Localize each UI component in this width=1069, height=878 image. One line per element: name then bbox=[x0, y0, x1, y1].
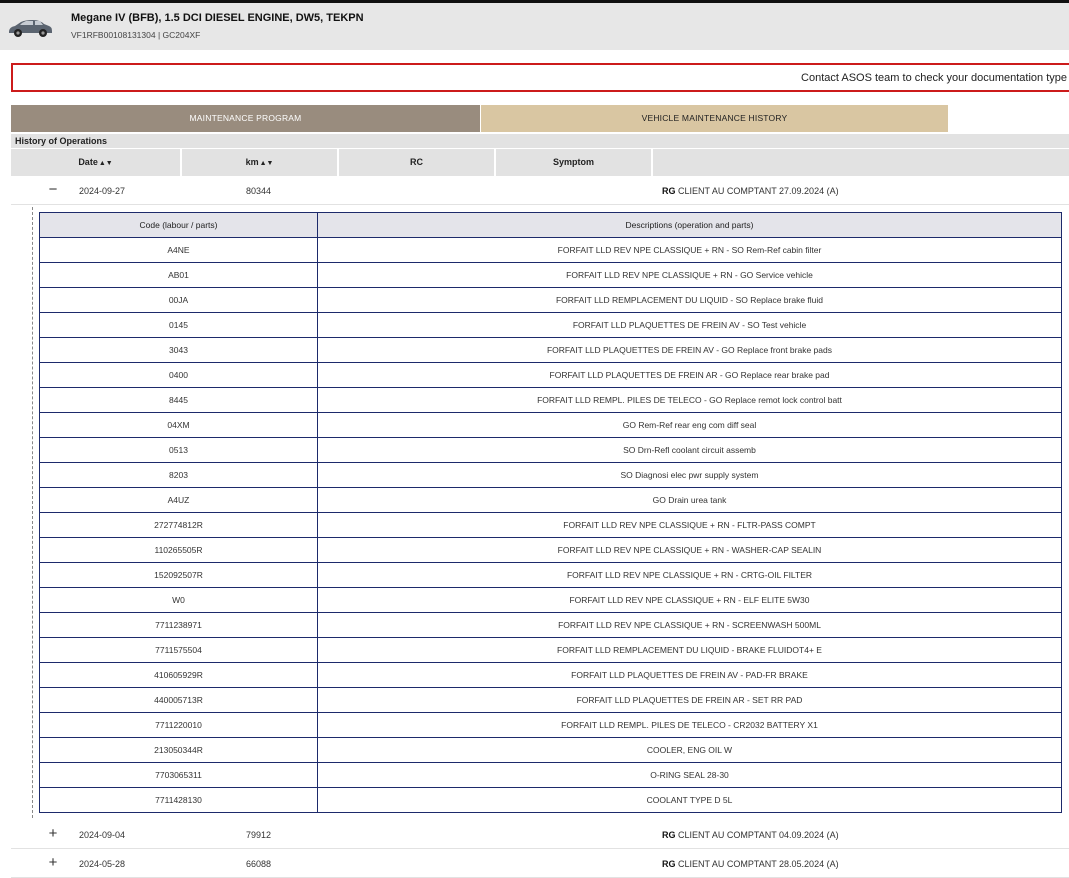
rc-text: CLIENT AU COMPTANT 27.09.2024 (A) bbox=[678, 186, 839, 196]
operation-detail-table bbox=[39, 212, 1062, 813]
detail-code: W0 bbox=[40, 588, 318, 613]
sort-icon: ▲▼ bbox=[259, 160, 274, 167]
history-section-title: History of Operations bbox=[11, 134, 1069, 148]
detail-header-description: Descriptions (operation and parts) bbox=[318, 213, 1062, 238]
detail-code: AB01 bbox=[40, 263, 318, 288]
vehicle-title: Megane IV (BFB), 1.5 DCI DIESEL ENGINE, DW5, TEKPN bbox=[71, 12, 364, 24]
collapse-icon[interactable]: − bbox=[48, 181, 58, 198]
table-row bbox=[40, 713, 1062, 738]
sort-icon: ▲▼ bbox=[98, 160, 113, 167]
detail-description: COOLER, ENG OIL W bbox=[318, 738, 1062, 763]
rc-code: RG bbox=[662, 859, 676, 869]
table-row bbox=[40, 738, 1062, 763]
table-row bbox=[40, 488, 1062, 513]
table-row bbox=[40, 463, 1062, 488]
operation-date: 2024-09-27 bbox=[79, 186, 126, 196]
table-row bbox=[40, 438, 1062, 463]
rc-text: CLIENT AU COMPTANT 04.09.2024 (A) bbox=[678, 830, 839, 840]
table-row bbox=[40, 638, 1062, 663]
detail-description: COOLANT TYPE D 5L bbox=[318, 788, 1062, 813]
expand-icon[interactable]: + bbox=[48, 825, 58, 842]
detail-code: 8445 bbox=[40, 388, 318, 413]
operation-row bbox=[11, 821, 1069, 849]
table-row bbox=[40, 513, 1062, 538]
column-label-km: km bbox=[245, 157, 259, 167]
table-row bbox=[40, 663, 1062, 688]
operation-km: 79912 bbox=[246, 830, 272, 840]
column-header-km[interactable] bbox=[182, 149, 337, 176]
detail-code: 0145 bbox=[40, 313, 318, 338]
detail-description: FORFAIT LLD REMPL. PILES DE TELECO - GO Replace remot lock control batt bbox=[318, 388, 1062, 413]
operation-date: 2024-09-04 bbox=[79, 830, 126, 840]
detail-code: 152092507R bbox=[40, 563, 318, 588]
detail-description: FORFAIT LLD PLAQUETTES DE FREIN AR - GO Replace rear brake pad bbox=[318, 363, 1062, 388]
operation-rc bbox=[662, 186, 839, 196]
detail-description: FORFAIT LLD REV NPE CLASSIQUE + RN - FLTR-PASS COMPT bbox=[318, 513, 1062, 538]
table-row bbox=[40, 538, 1062, 563]
expand-icon[interactable]: + bbox=[48, 854, 58, 871]
vehicle-identifiers: VF1RFB00108131304 | GC204XF bbox=[71, 30, 201, 40]
column-label-symptom: Symptom bbox=[552, 157, 594, 167]
detail-code: 7711575504 bbox=[40, 638, 318, 663]
column-label-date: Date bbox=[78, 157, 98, 167]
operation-row bbox=[11, 850, 1069, 878]
detail-code: 272774812R bbox=[40, 513, 318, 538]
detail-code: 00JA bbox=[40, 288, 318, 313]
detail-header-row bbox=[40, 213, 1062, 238]
detail-description: SO Drn-Refl coolant circuit assemb bbox=[318, 438, 1062, 463]
detail-code: 8203 bbox=[40, 463, 318, 488]
detail-description: FORFAIT LLD PLAQUETTES DE FREIN AV - PAD-FR BRAKE bbox=[318, 663, 1062, 688]
detail-code: A4NE bbox=[40, 238, 318, 263]
detail-code: 0400 bbox=[40, 363, 318, 388]
detail-code: 3043 bbox=[40, 338, 318, 363]
detail-header-code: Code (labour / parts) bbox=[40, 213, 318, 238]
detail-description: FORFAIT LLD REMPLACEMENT DU LIQUID - BRAKE FLUIDOT4+ E bbox=[318, 638, 1062, 663]
detail-description: FORFAIT LLD REV NPE CLASSIQUE + RN - WASHER-CAP SEALIN bbox=[318, 538, 1062, 563]
detail-description: FORFAIT LLD REV NPE CLASSIQUE + RN - CRTG-OIL FILTER bbox=[318, 563, 1062, 588]
detail-description: SO Diagnosi elec pwr supply system bbox=[318, 463, 1062, 488]
column-header-symptom bbox=[496, 149, 651, 176]
notice-text: Contact ASOS team to check your documentation type bbox=[801, 72, 1067, 84]
detail-code: 110265505R bbox=[40, 538, 318, 563]
column-header-blank bbox=[653, 149, 1069, 176]
detail-description: FORFAIT LLD REV NPE CLASSIQUE + RN - ELF ELITE 5W30 bbox=[318, 588, 1062, 613]
table-row bbox=[40, 388, 1062, 413]
table-row bbox=[40, 238, 1062, 263]
table-row bbox=[40, 363, 1062, 388]
detail-description: O-RING SEAL 28-30 bbox=[318, 763, 1062, 788]
table-row bbox=[40, 688, 1062, 713]
table-row bbox=[40, 263, 1062, 288]
operation-rc bbox=[662, 859, 839, 869]
detail-code: 04XM bbox=[40, 413, 318, 438]
table-row bbox=[40, 563, 1062, 588]
detail-code: 7703065311 bbox=[40, 763, 318, 788]
detail-description: FORFAIT LLD PLAQUETTES DE FREIN AR - SET RR PAD bbox=[318, 688, 1062, 713]
detail-description: GO Rem-Ref rear eng com diff seal bbox=[318, 413, 1062, 438]
detail-code: 440005713R bbox=[40, 688, 318, 713]
detail-code: 7711220010 bbox=[40, 713, 318, 738]
table-row bbox=[40, 763, 1062, 788]
operation-date: 2024-05-28 bbox=[79, 859, 126, 869]
detail-description: GO Drain urea tank bbox=[318, 488, 1062, 513]
tab-vehicle-maintenance-history[interactable]: VEHICLE MAINTENANCE HISTORY bbox=[481, 105, 948, 132]
operation-km: 66088 bbox=[246, 859, 272, 869]
rc-code: RG bbox=[662, 186, 676, 196]
documentation-notice bbox=[11, 63, 1069, 92]
operation-row bbox=[11, 177, 1069, 205]
detail-code: 0513 bbox=[40, 438, 318, 463]
detail-code: 7711238971 bbox=[40, 613, 318, 638]
table-row bbox=[40, 338, 1062, 363]
tab-maintenance-program[interactable]: MAINTENANCE PROGRAM bbox=[11, 105, 480, 132]
detail-description: FORFAIT LLD REV NPE CLASSIQUE + RN - SCREENWASH 500ML bbox=[318, 613, 1062, 638]
detail-code: A4UZ bbox=[40, 488, 318, 513]
car-icon bbox=[6, 17, 54, 39]
column-header-rc bbox=[339, 149, 494, 176]
operation-rc bbox=[662, 830, 839, 840]
detail-code: 7711428130 bbox=[40, 788, 318, 813]
operation-km: 80344 bbox=[246, 186, 272, 196]
detail-description: FORFAIT LLD REV NPE CLASSIQUE + RN - GO Service vehicle bbox=[318, 263, 1062, 288]
table-row bbox=[40, 613, 1062, 638]
detail-description: FORFAIT LLD PLAQUETTES DE FREIN AV - SO Test vehicle bbox=[318, 313, 1062, 338]
column-header-date[interactable] bbox=[11, 149, 180, 176]
table-row bbox=[40, 413, 1062, 438]
table-row bbox=[40, 788, 1062, 813]
detail-description: FORFAIT LLD PLAQUETTES DE FREIN AV - GO Replace front brake pads bbox=[318, 338, 1062, 363]
column-label-rc: RC bbox=[410, 157, 423, 167]
detail-description: FORFAIT LLD REMPL. PILES DE TELECO - CR2032 BATTERY X1 bbox=[318, 713, 1062, 738]
table-row bbox=[40, 313, 1062, 338]
table-row bbox=[40, 588, 1062, 613]
rc-text: CLIENT AU COMPTANT 28.05.2024 (A) bbox=[678, 859, 839, 869]
vehicle-header bbox=[0, 3, 1069, 50]
detail-description: FORFAIT LLD REMPLACEMENT DU LIQUID - SO Replace brake fluid bbox=[318, 288, 1062, 313]
detail-code: 410605929R bbox=[40, 663, 318, 688]
table-row bbox=[40, 288, 1062, 313]
detail-description: FORFAIT LLD REV NPE CLASSIQUE + RN - SO Rem-Ref cabin filter bbox=[318, 238, 1062, 263]
detail-code: 213050344R bbox=[40, 738, 318, 763]
rc-code: RG bbox=[662, 830, 676, 840]
